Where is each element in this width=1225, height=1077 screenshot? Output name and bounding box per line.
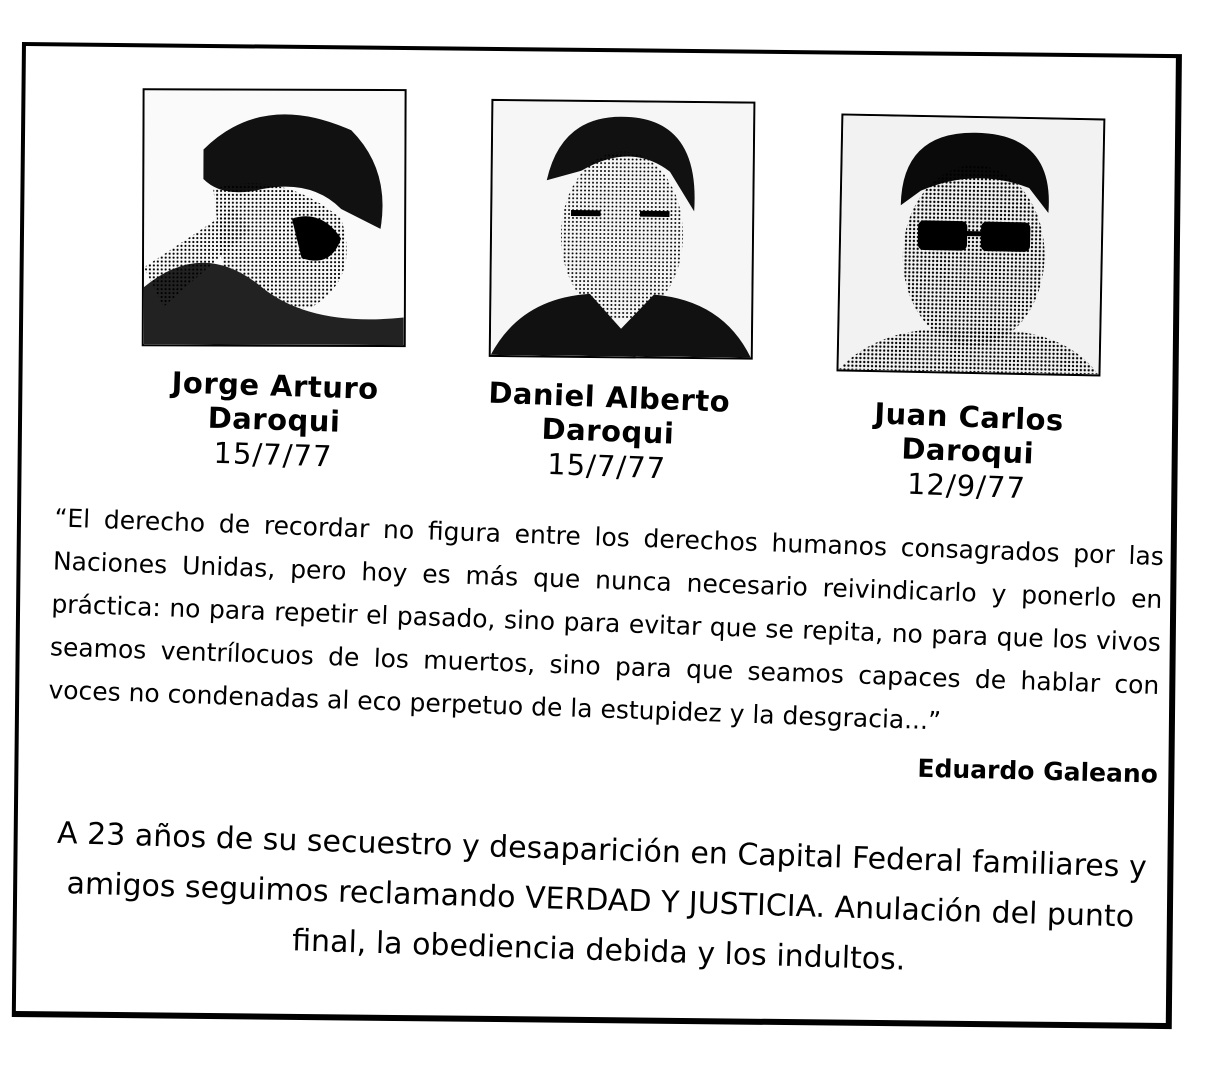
person-caption-jorge: [112, 364, 435, 478]
person-name-line1: Jorge Arturo: [171, 365, 380, 406]
portrait-photo-jorge: [142, 88, 407, 347]
person-name-line2: Daroqui: [900, 431, 1035, 471]
disappearance-date: 15/7/77: [546, 446, 667, 486]
memorial-notice-frame: [12, 42, 1182, 1029]
disappearance-date: 12/9/77: [906, 466, 1027, 506]
person-caption-daniel: [446, 374, 770, 490]
person-name-line1: Juan Carlos: [873, 396, 1065, 438]
galeano-quote: “El derecho de recordar no figura entre los derechos humanos consagrados por las Naciones Unidas, pero hoy es más que nunca necesario reivindicarlo y ponerlo en práctica: no para repetir el pasado, sino para evitar que se repita, no para que los vivos seamos ventrílocuos de los muertos, sino para que seamos capaces de hablar con voces no condenadas al eco perpetuo de la estupidez y la desgracia...”: [47, 503, 1165, 736]
portrait-photo-juan: [836, 113, 1105, 376]
person-name-line1: Daniel Alberto: [487, 375, 731, 419]
memorial-statement: A 23 años de su secuestro y desaparición en Capital Federal familiares y amigos seguimos reclamando VERDAD Y JUSTICIA. Anulación del punto final, la obediencia debida y los indultos.: [56, 815, 1148, 978]
disappearance-date: 15/7/77: [213, 435, 333, 474]
person-name-line2: Daroqui: [207, 400, 341, 439]
quote-author: Eduardo Galeano: [917, 753, 1159, 789]
person-name-line2: Daroqui: [541, 411, 675, 451]
person-caption-juan: [806, 394, 1130, 510]
portrait-photo-daniel: [489, 99, 756, 360]
